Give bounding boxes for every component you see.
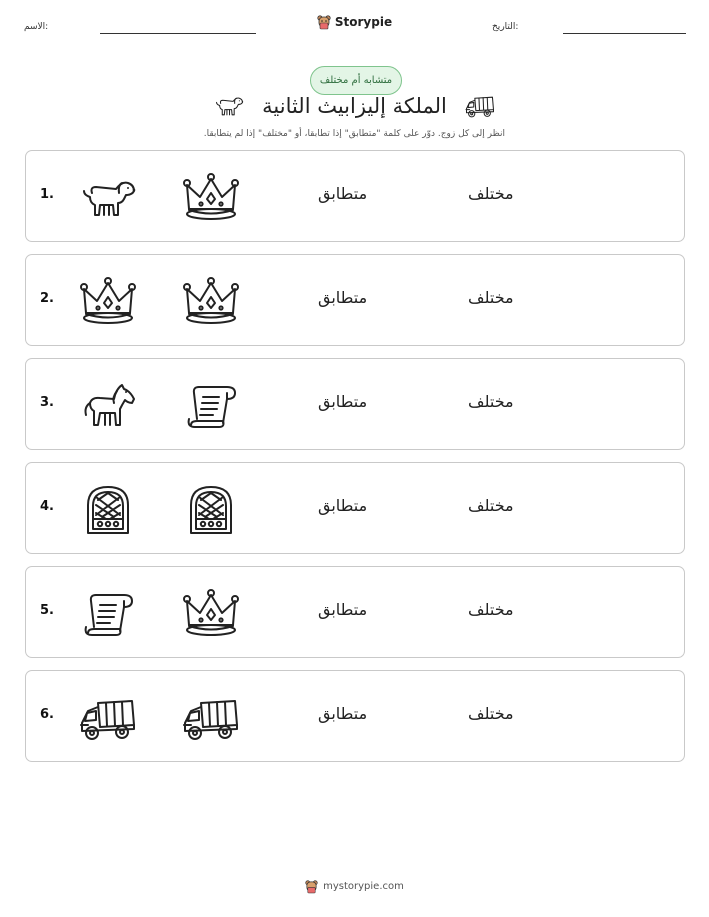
row-number: 6.	[40, 707, 54, 722]
different-option[interactable]: مختلف	[468, 392, 514, 411]
scroll-icon	[78, 587, 138, 641]
brand	[0, 14, 709, 34]
name-label: الاسم:	[24, 22, 49, 32]
row-number: 1.	[40, 187, 54, 202]
scroll-icon	[181, 379, 241, 433]
row-number: 2.	[40, 291, 54, 306]
storypie-bear-icon	[305, 879, 318, 894]
same-option[interactable]: متطابق	[318, 184, 368, 203]
different-option[interactable]: مختلف	[468, 288, 514, 307]
radio-icon	[181, 483, 241, 537]
title-row	[0, 92, 709, 120]
truck-icon	[78, 691, 138, 745]
same-option[interactable]: متطابق	[318, 392, 368, 411]
same-option[interactable]: متطابق	[318, 600, 368, 619]
truck-icon	[181, 691, 241, 745]
horse-icon	[78, 379, 138, 433]
different-option[interactable]: مختلف	[468, 704, 514, 723]
different-option[interactable]: مختلف	[468, 496, 514, 515]
different-option[interactable]: مختلف	[468, 184, 514, 203]
radio-icon	[78, 483, 138, 537]
crown-icon	[181, 171, 241, 225]
truck-icon	[463, 92, 497, 120]
storypie-bear-icon	[317, 14, 331, 30]
row-number: 3.	[40, 395, 54, 410]
crown-icon	[181, 587, 241, 641]
crown-icon	[78, 275, 138, 329]
pair-row	[25, 358, 685, 450]
dog-icon	[78, 171, 138, 225]
pair-row	[25, 566, 685, 658]
brand-name: Storypie	[334, 15, 393, 29]
footer	[0, 879, 709, 898]
footer-url: mystorypie.com	[323, 881, 404, 892]
dog-icon	[212, 92, 246, 120]
page-title: الملكة إليزابيث الثانية	[262, 94, 447, 118]
date-label: التاريخ:	[492, 22, 519, 32]
pair-row	[25, 150, 685, 242]
same-option[interactable]: متطابق	[318, 704, 368, 723]
row-number: 5.	[40, 603, 54, 618]
pair-row	[25, 254, 685, 346]
different-option[interactable]: مختلف	[468, 600, 514, 619]
instructions: انظر إلى كل زوج. دوّر على كلمة "متطابق" إذا تطابقا، أو "مختلف" إذا لم يتطابقا.	[203, 129, 505, 139]
row-number: 4.	[40, 499, 54, 514]
pair-row	[25, 462, 685, 554]
same-option[interactable]: متطابق	[318, 496, 368, 515]
crown-icon	[181, 275, 241, 329]
worksheet-type-badge: متشابه أم مختلف	[310, 66, 402, 95]
same-option[interactable]: متطابق	[318, 288, 368, 307]
date-line[interactable]	[563, 33, 686, 34]
pair-row	[25, 670, 685, 762]
